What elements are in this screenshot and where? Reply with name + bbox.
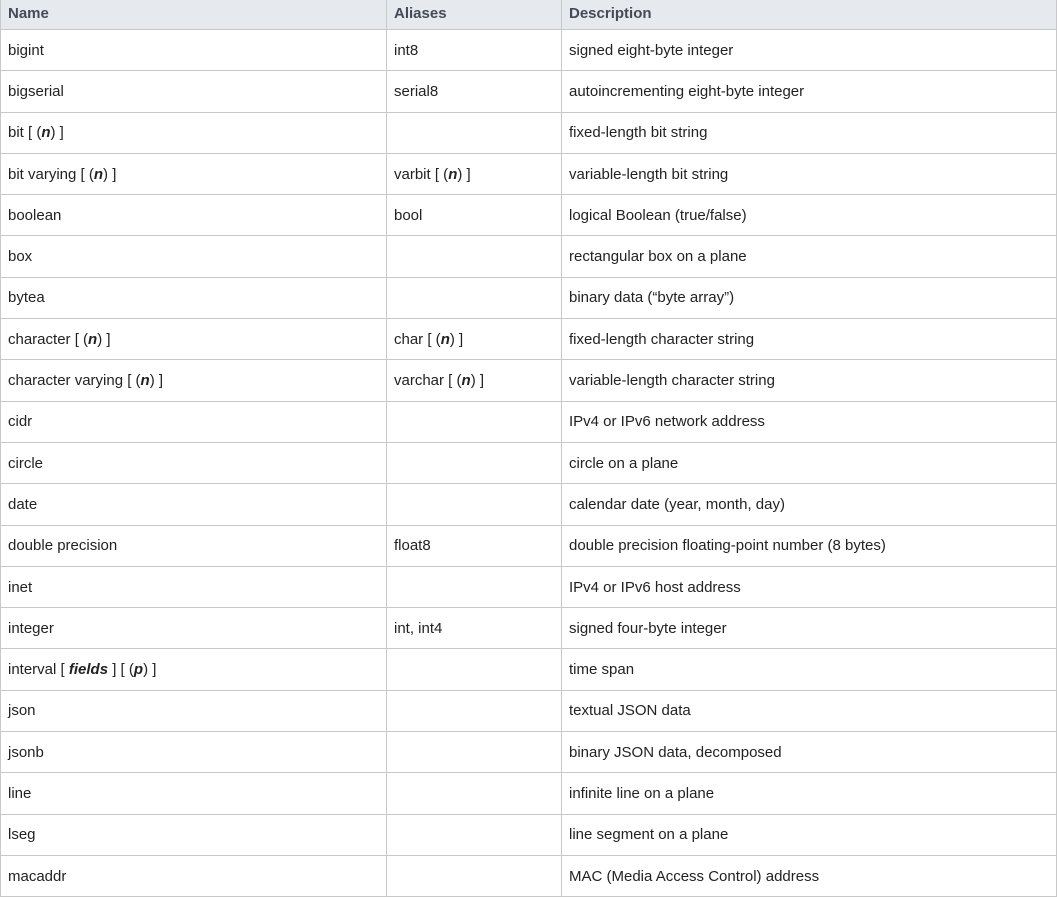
length-parameter: n bbox=[88, 330, 98, 348]
type-name-cell bbox=[1, 153, 387, 194]
table-row bbox=[1, 814, 1057, 855]
table-row bbox=[1, 360, 1057, 401]
type-description-cell: binary JSON data, decomposed bbox=[562, 732, 1057, 773]
fields-parameter: fields bbox=[68, 661, 109, 679]
table-row bbox=[1, 30, 1057, 71]
table-row bbox=[1, 773, 1057, 814]
type-description-cell: logical Boolean (true/false) bbox=[562, 195, 1057, 236]
type-name-cell: integer bbox=[1, 608, 387, 649]
type-description-cell: circle on a plane bbox=[562, 442, 1057, 483]
type-name-cell: double precision bbox=[1, 525, 387, 566]
type-alias-cell bbox=[387, 814, 562, 855]
length-parameter: n bbox=[41, 124, 51, 142]
type-name-cell: line bbox=[1, 773, 387, 814]
type-alias-cell bbox=[387, 112, 562, 153]
type-description-cell: line segment on a plane bbox=[562, 814, 1057, 855]
type-alias-cell bbox=[387, 277, 562, 318]
length-parameter: n bbox=[93, 165, 104, 183]
column-header-aliases: Aliases bbox=[387, 0, 562, 30]
table-row bbox=[1, 442, 1057, 483]
type-description-cell: calendar date (year, month, day) bbox=[562, 484, 1057, 525]
table-row bbox=[1, 690, 1057, 731]
type-alias-cell bbox=[387, 401, 562, 442]
type-description-cell: textual JSON data bbox=[562, 690, 1057, 731]
type-name-cell: lseg bbox=[1, 814, 387, 855]
name-text: interval [ bbox=[8, 661, 69, 679]
type-name-cell: macaddr bbox=[1, 855, 387, 896]
name-text: character [ ( bbox=[8, 330, 89, 348]
table-row bbox=[1, 732, 1057, 773]
type-alias-cell bbox=[387, 153, 562, 194]
table-row bbox=[1, 277, 1057, 318]
column-header-description: Description bbox=[562, 0, 1057, 30]
length-parameter: n bbox=[440, 330, 450, 348]
table-row bbox=[1, 566, 1057, 607]
type-name-cell: cidr bbox=[1, 401, 387, 442]
name-text: ) ] bbox=[143, 661, 157, 679]
table-row bbox=[1, 525, 1057, 566]
name-text: ) ] bbox=[97, 330, 111, 348]
alias-text: varbit [ ( bbox=[394, 165, 449, 183]
type-name-cell: bytea bbox=[1, 277, 387, 318]
type-name-cell: date bbox=[1, 484, 387, 525]
type-description-cell: autoincrementing eight-byte integer bbox=[562, 71, 1057, 112]
length-parameter: n bbox=[448, 165, 458, 183]
type-alias-cell bbox=[387, 690, 562, 731]
type-name-cell: inet bbox=[1, 566, 387, 607]
type-name-cell: bigint bbox=[1, 30, 387, 71]
type-alias-cell bbox=[387, 649, 562, 690]
type-alias-cell: int, int4 bbox=[387, 608, 562, 649]
type-description-cell: fixed-length bit string bbox=[562, 112, 1057, 153]
table-row bbox=[1, 153, 1057, 194]
name-text: character varying [ ( bbox=[8, 372, 141, 390]
alias-text: ) ] bbox=[449, 330, 464, 348]
type-name-cell: boolean bbox=[1, 195, 387, 236]
name-text: bit [ ( bbox=[8, 124, 42, 142]
name-text: ) ] bbox=[103, 165, 117, 183]
type-name-cell: json bbox=[1, 690, 387, 731]
table-row bbox=[1, 319, 1057, 360]
table-row bbox=[1, 484, 1057, 525]
type-alias-cell: serial8 bbox=[387, 71, 562, 112]
length-parameter: n bbox=[140, 372, 150, 390]
type-name-cell: bigserial bbox=[1, 71, 387, 112]
name-text: ] [ ( bbox=[108, 661, 134, 679]
table-row bbox=[1, 401, 1057, 442]
table-row bbox=[1, 71, 1057, 112]
type-name-cell: box bbox=[1, 236, 387, 277]
type-description-cell: binary data (“byte array”) bbox=[562, 277, 1057, 318]
alias-text: varchar [ ( bbox=[394, 372, 462, 390]
table-row bbox=[1, 855, 1057, 896]
table-body bbox=[1, 30, 1057, 897]
type-description-cell: infinite line on a plane bbox=[562, 773, 1057, 814]
table-header bbox=[1, 0, 1057, 30]
type-description-cell: rectangular box on a plane bbox=[562, 236, 1057, 277]
type-name-cell bbox=[1, 360, 387, 401]
type-description-cell: fixed-length character string bbox=[562, 319, 1057, 360]
alias-text: ) ] bbox=[457, 165, 471, 183]
type-name-cell bbox=[1, 319, 387, 360]
header-row bbox=[1, 0, 1057, 30]
column-header-name: Name bbox=[1, 0, 387, 30]
table-row bbox=[1, 112, 1057, 153]
length-parameter: n bbox=[461, 372, 471, 390]
type-alias-cell bbox=[387, 566, 562, 607]
name-text: ) ] bbox=[149, 372, 164, 390]
alias-text: char [ ( bbox=[394, 330, 441, 348]
table-row bbox=[1, 649, 1057, 690]
table-row bbox=[1, 608, 1057, 649]
type-description-cell: IPv4 or IPv6 network address bbox=[562, 401, 1057, 442]
type-description-cell: signed eight-byte integer bbox=[562, 30, 1057, 71]
type-alias-cell: float8 bbox=[387, 525, 562, 566]
type-description-cell: signed four-byte integer bbox=[562, 608, 1057, 649]
type-alias-cell: bool bbox=[387, 195, 562, 236]
name-text: bit varying [ ( bbox=[8, 165, 94, 183]
type-name-cell bbox=[1, 649, 387, 690]
name-text: ) ] bbox=[50, 124, 64, 142]
type-alias-cell bbox=[387, 773, 562, 814]
type-alias-cell bbox=[387, 855, 562, 896]
type-name-cell: circle bbox=[1, 442, 387, 483]
precision-parameter: p bbox=[133, 661, 144, 679]
type-description-cell: MAC (Media Access Control) address bbox=[562, 855, 1057, 896]
type-alias-cell bbox=[387, 442, 562, 483]
type-description-cell: variable-length bit string bbox=[562, 153, 1057, 194]
type-name-cell bbox=[1, 112, 387, 153]
type-alias-cell bbox=[387, 732, 562, 773]
type-alias-cell bbox=[387, 360, 562, 401]
type-description-cell: time span bbox=[562, 649, 1057, 690]
table-row bbox=[1, 195, 1057, 236]
type-alias-cell bbox=[387, 319, 562, 360]
type-alias-cell bbox=[387, 236, 562, 277]
alias-text: ) ] bbox=[470, 372, 485, 390]
type-description-cell: double precision floating-point number (8 bytes) bbox=[562, 525, 1057, 566]
type-description-cell: IPv4 or IPv6 host address bbox=[562, 566, 1057, 607]
type-alias-cell: int8 bbox=[387, 30, 562, 71]
type-name-cell: jsonb bbox=[1, 732, 387, 773]
type-alias-cell bbox=[387, 484, 562, 525]
table-row bbox=[1, 236, 1057, 277]
type-description-cell: variable-length character string bbox=[562, 360, 1057, 401]
